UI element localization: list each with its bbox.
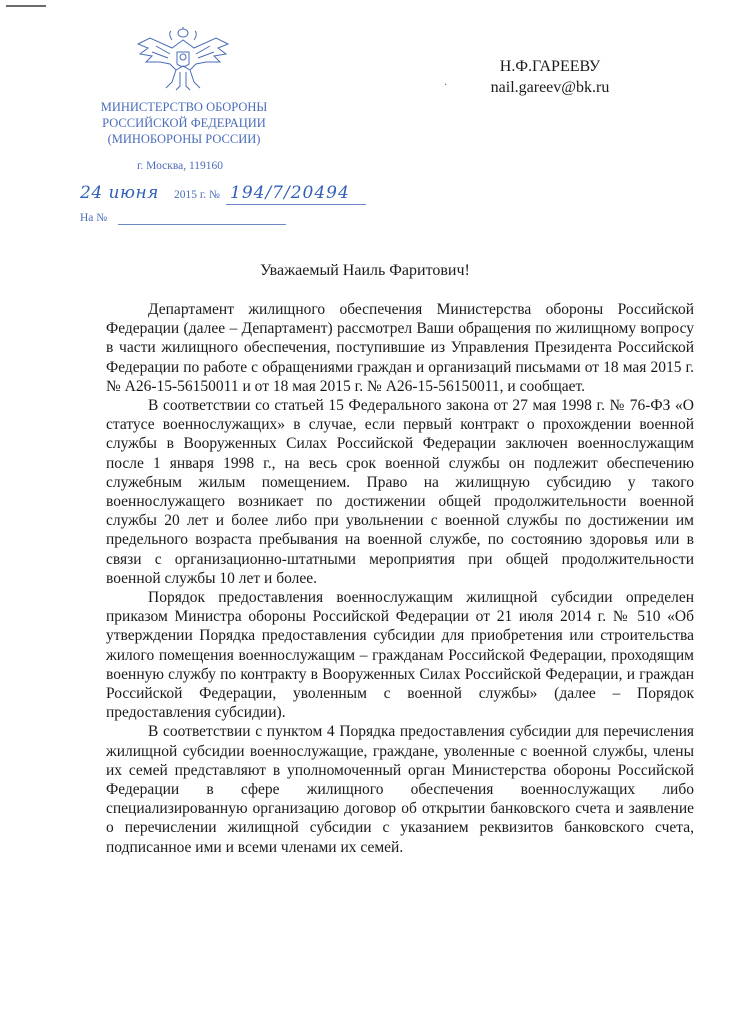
body-paragraph: Департамент жилищного обеспечения Министерства обороны Российской Федерации (далее – Департамент) рассмотрел Ваши обращения по жилищному вопросу в части жилищного обеспечения, поступившие из Управления Президента Российской Федерации по работе с обращениями граждан и организаций письмами от 18 мая 2015 г. № А26-15-56150011 и от 18 мая 2015 г. № А26-15-56150011, и сообщает. [106,301,694,395]
registration-underline [226,204,366,205]
addressee-name: Н.Ф.ГАРЕЕВУ [499,58,601,75]
ministry-line: РОССИЙСКОЙ ФЕДЕРАЦИИ [102,116,266,130]
body-paragraph: В соответствии со статьей 15 Федерального закона от 27 мая 1998 г. № 76-ФЗ «О статусе военнослужащих» в случае, если первый контракт о прохождении военной службы в Вооруженных Силах Российской Федерации заключен военнослужащим после 1 января 1998 г., на весь срок военной службы он подлежит обеспечению служебным жилым помещением. Право на жилищную субсидию у такого военнослужащего возникает по достижении общей продолжительности военной службы 20 лет и более либо при увольнении с военной службы по достижении им предельного возраста пребывания на военной службе, по состоянию здоровья или в связи с организационно-штатными мероприятия при общей продолжительности военной службы 10 лет и более. [106,397,694,587]
addressee-block [480,56,620,98]
scan-speck: · [444,80,448,91]
handwritten-date: 24 июня [80,183,159,203]
ministry-line: (МИНОБОРОНЫ РОССИИ) [107,132,261,146]
scan-edge-mark [6,5,46,7]
date-and-number-line [80,183,380,209]
greeting: Уважаемый Наиль Фаритович! [260,262,470,279]
ministry-name-block [96,99,272,147]
body-paragraph: Порядок предоставления военнослужащим жилищной субсидии определен приказом Министра обороны Российской Федерации от 21 июля 2014 г. № 510 «Об утверждении Порядка предоставления субсидии для приобретения или строительства жилого помещения военнослужащим – гражданам Российской Федерации, проходящим военную службу по контракту в Вооруженных Силах Российской Федерации, и граждан Российской Федерации, уволенным с военной службы» (далее – Порядок предоставления субсидии). [106,589,694,722]
letter-body [106,300,694,857]
handwritten-registration-number: 194/7/20494 [230,183,350,203]
ministry-line: МИНИСТЕРСТВО ОБОРОНЫ [100,100,268,114]
addressee-email: nail.gareev@bk.ru [490,79,610,96]
double-headed-eagle-emblem-icon [136,26,230,92]
printed-year-label: 2015 г. № [174,189,221,201]
reference-label: На № [80,212,108,224]
body-paragraph: В соответствии с пунктом 4 Порядка предоставления субсидии для перечисления жилищной субсидии военнослужащие, граждане, уволенные с военной службы, члены их семей представляют в уполномоченный орган Министерства обороны Российской Федерации в сфере жилищного обеспечения военнослужащих либо специализированную организацию договор об открытии банковского счета и заявление о перечислении жилищной субсидии с указанием реквизитов банковского счета, подписанное ими и всеми членами их семей. [106,723,694,856]
reference-underline [118,224,286,225]
city-postcode: г. Москва, 119160 [137,160,224,172]
